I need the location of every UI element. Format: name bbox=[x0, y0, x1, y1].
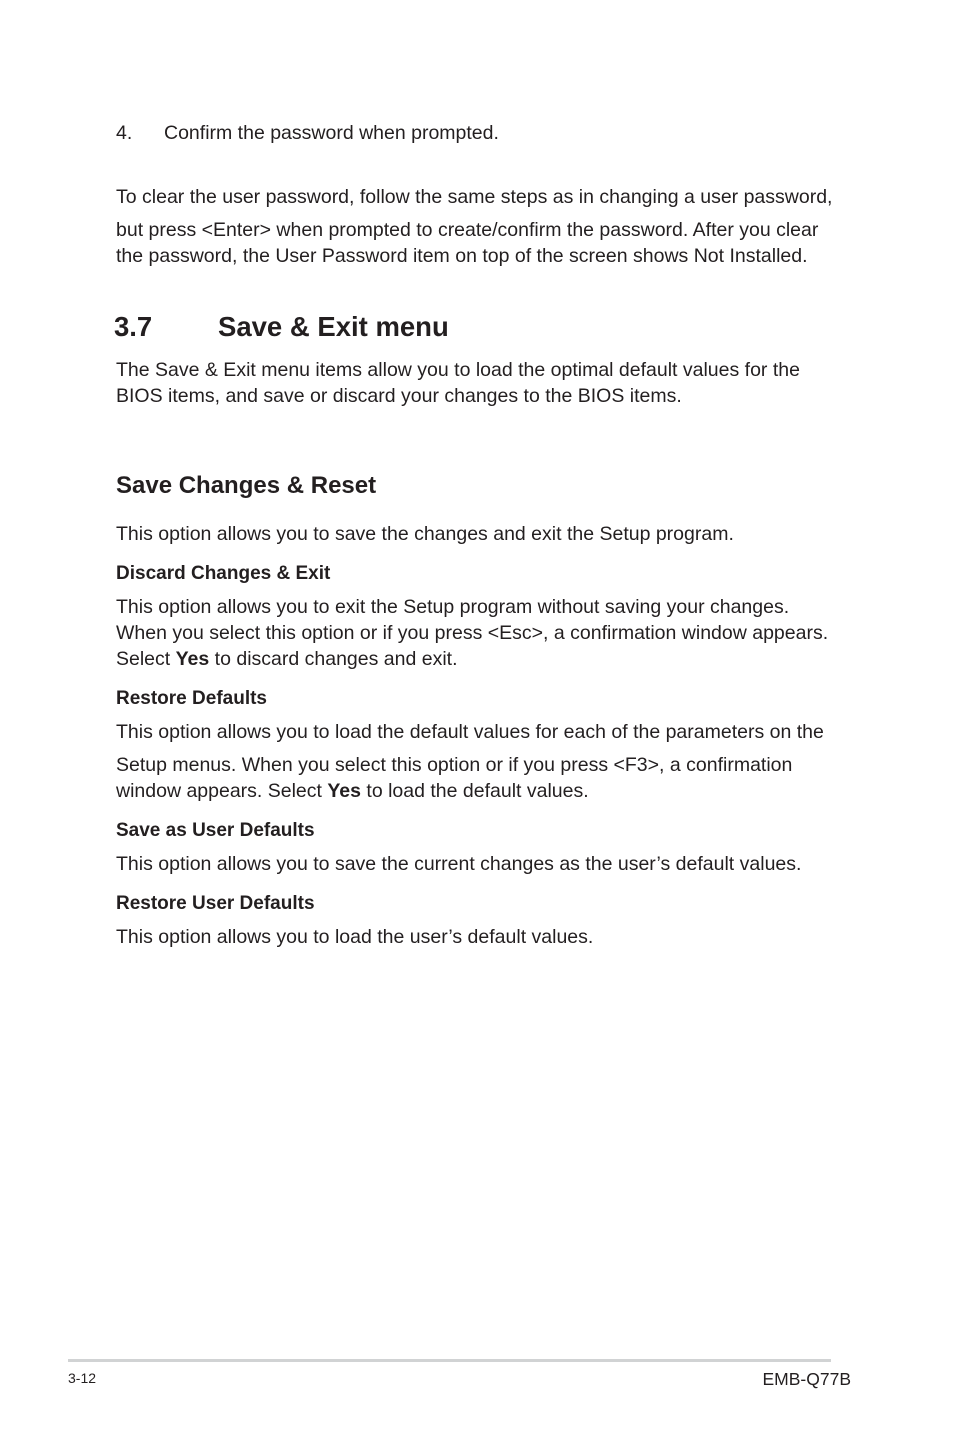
paragraph-line: When you select this option or if you press <Esc>, a confirmation window appears. bbox=[116, 622, 829, 644]
text-span: window appears. Select bbox=[116, 780, 328, 802]
save-changes-reset-heading: Save Changes & Reset bbox=[116, 472, 377, 499]
clear-password-paragraph bbox=[116, 184, 856, 269]
text-span: Select bbox=[116, 648, 176, 670]
section-title: Save & Exit menu bbox=[218, 311, 449, 342]
paragraph-line bbox=[116, 646, 856, 672]
page-number: 3-12 bbox=[68, 1370, 97, 1386]
paragraph-line: BIOS items, and save or discard your changes to the BIOS items. bbox=[116, 385, 682, 407]
restore-defaults-paragraph bbox=[116, 719, 856, 804]
discard-changes-exit-heading: Discard Changes & Exit bbox=[116, 563, 331, 584]
step-number: 4. bbox=[116, 122, 133, 144]
model-name: EMB-Q77B bbox=[762, 1369, 851, 1389]
discard-changes-exit-paragraph bbox=[116, 594, 856, 672]
bold-yes: Yes bbox=[327, 780, 361, 802]
paragraph-line: the password, the User Password item on top of the screen shows Not Installed. bbox=[116, 245, 808, 267]
paragraph-line: This option allows you to exit the Setup program without saving your changes. bbox=[116, 596, 790, 618]
save-changes-reset-text: This option allows you to save the changes and exit the Setup program. bbox=[116, 523, 734, 545]
step-text: Confirm the password when prompted. bbox=[164, 122, 499, 144]
restore-defaults-heading: Restore Defaults bbox=[116, 688, 267, 709]
paragraph-line: This option allows you to load the default values for each of the parameters on the bbox=[116, 721, 824, 743]
paragraph-line: To clear the user password, follow the same steps as in changing a user password, bbox=[116, 186, 833, 208]
footer-divider bbox=[68, 1359, 831, 1362]
paragraph-line: The Save & Exit menu items allow you to load the optimal default values for the bbox=[116, 359, 800, 381]
restore-user-defaults-text: This option allows you to load the user’s default values. bbox=[116, 926, 594, 948]
bold-yes: Yes bbox=[175, 648, 210, 670]
text-span: to discard changes and exit. bbox=[209, 648, 458, 670]
section-number: 3.7 bbox=[114, 311, 153, 342]
text-span: to load the default values. bbox=[361, 780, 589, 802]
paragraph-line bbox=[116, 778, 856, 804]
paragraph-line: Setup menus. When you select this option or if you press <F3>, a confirmation bbox=[116, 754, 793, 776]
restore-user-defaults-heading: Restore User Defaults bbox=[116, 893, 315, 914]
paragraph-line: but press <Enter> when prompted to create/confirm the password. After you clear bbox=[116, 219, 819, 241]
save-user-defaults-text: This option allows you to save the current changes as the user’s default values. bbox=[116, 853, 802, 875]
save-user-defaults-heading: Save as User Defaults bbox=[116, 820, 315, 841]
section-intro-paragraph bbox=[116, 357, 856, 409]
